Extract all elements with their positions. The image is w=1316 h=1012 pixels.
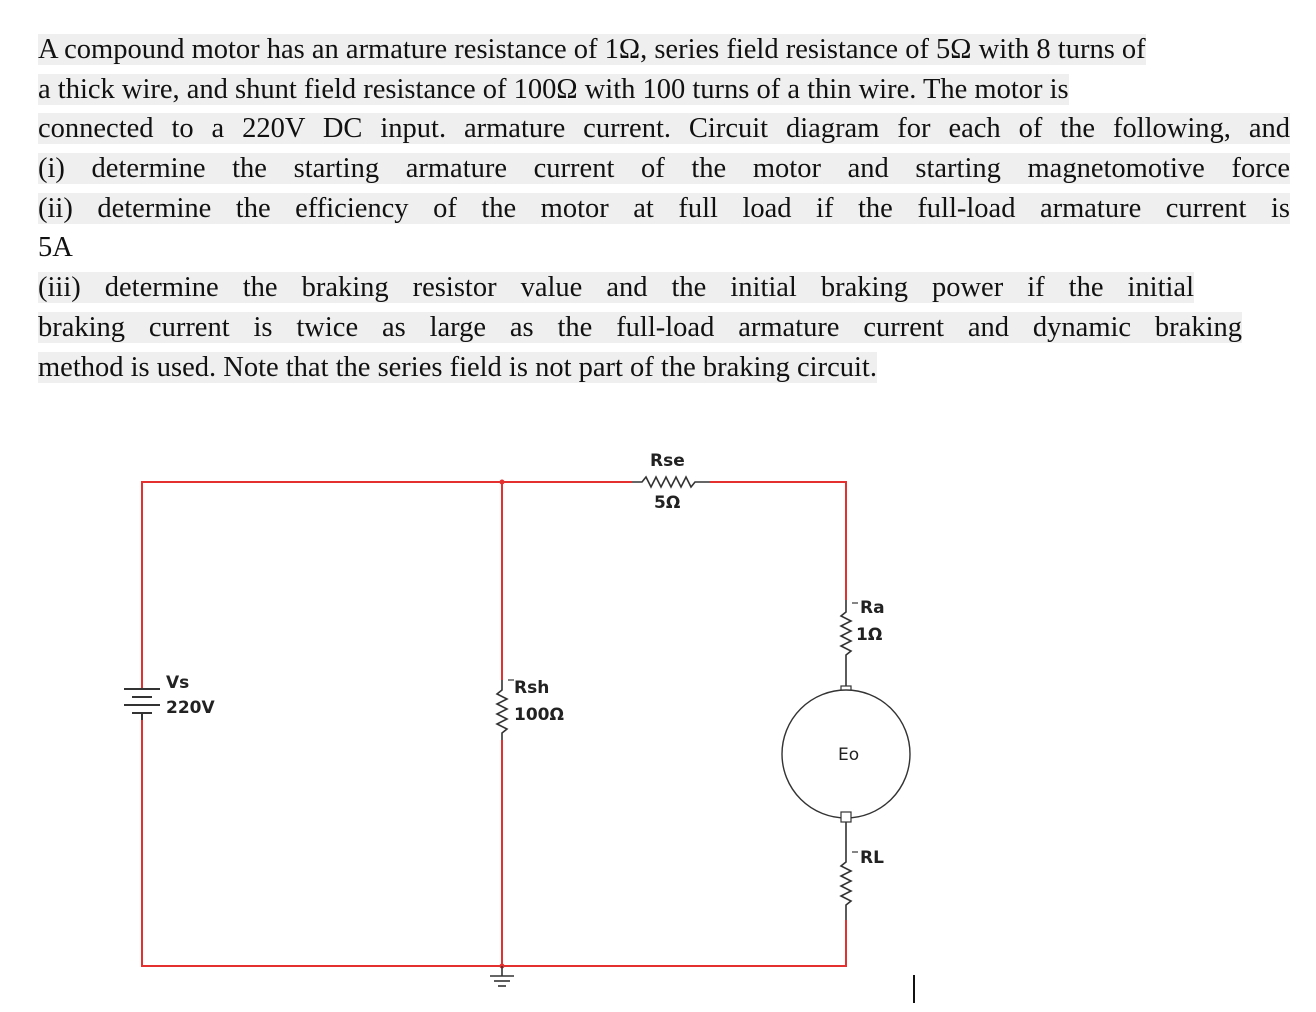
ground-symbol <box>490 966 514 986</box>
load-name: RL <box>860 848 884 868</box>
battery-symbol <box>124 689 160 720</box>
source-name: Vs <box>166 673 190 693</box>
problem-line-2: a thick wire, and shunt field resistance of 100Ω with 100 turns of a thin wire. The motor is <box>38 73 1069 105</box>
problem-line-4: (i) determine the starting armature current of the motor and starting magnetomotive force <box>38 153 1290 185</box>
shunt-value: 100Ω <box>514 705 564 725</box>
problem-line-5: (ii) determine the efficiency of the motor at full load if the full-load armature current is <box>38 192 1290 224</box>
circuit-wires <box>142 482 846 966</box>
problem-line-9: method is used. Note that the series field is not part of the braking circuit. <box>38 351 877 383</box>
series-resistor-symbol <box>632 477 710 487</box>
problem-line-7: (iii) determine the braking resistor value and the initial braking power if the initial <box>38 272 1194 304</box>
armature-name: Ra <box>860 598 885 618</box>
text-cursor <box>913 975 915 1003</box>
junction-top <box>500 480 505 485</box>
load-resistor-symbol <box>841 822 851 920</box>
series-name: Rse <box>650 451 685 471</box>
problem-line-3: connected to a 220V DC input. armature current. Circuit diagram for each of the following, and <box>38 113 1290 145</box>
armature-value: 1Ω <box>856 625 883 645</box>
series-value: 5Ω <box>654 493 681 513</box>
circuit-diagram <box>0 430 1316 1012</box>
motor-terminal-bottom <box>841 812 851 822</box>
shunt-resistor-symbol <box>497 680 507 740</box>
problem-statement <box>38 30 1290 387</box>
problem-line-6: 5A <box>38 232 73 264</box>
emf-label: Eo <box>838 745 860 765</box>
armature-resistor-symbol <box>841 600 851 686</box>
problem-line-1: A compound motor has an armature resistance of 1Ω, series field resistance of 5Ω with 8 turns of <box>38 34 1146 65</box>
source-value: 220V <box>166 698 215 718</box>
shunt-name: Rsh <box>514 678 550 698</box>
problem-line-8: braking current is twice as large as the full-load armature current and dynamic braking <box>38 311 1242 343</box>
